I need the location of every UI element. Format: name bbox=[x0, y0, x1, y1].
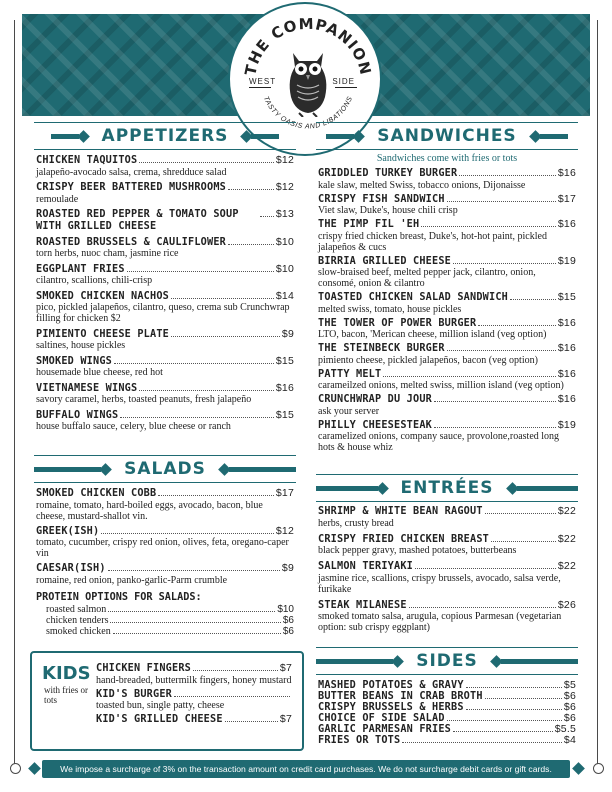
menu-item-description: tomato, cucumber, crispy red onion, olives, feta, oregano-caper vin bbox=[36, 537, 289, 559]
menu-item bbox=[318, 600, 576, 634]
menu-item bbox=[318, 343, 576, 366]
menu-item bbox=[318, 256, 576, 290]
menu-item-row bbox=[36, 563, 294, 575]
menu-item bbox=[96, 663, 292, 686]
protein-price: $6 bbox=[282, 615, 294, 626]
header-bar bbox=[251, 134, 279, 139]
header-bar bbox=[316, 486, 378, 491]
menu-item bbox=[318, 735, 576, 746]
menu-item-name: PIMIENTO CHEESE PLATE bbox=[36, 328, 170, 340]
menu-item-row bbox=[36, 237, 294, 249]
menu-item-description: crispy fried chicken breast, Duke's, hot-hot paint, pickled jalapeños & cucs bbox=[318, 230, 547, 253]
dot-leader bbox=[447, 350, 556, 351]
header-bar bbox=[501, 659, 578, 664]
sides-title: SIDES bbox=[416, 651, 478, 671]
menu-item-name: BIRRIA GRILLED CHEESE bbox=[318, 255, 452, 267]
menu-item-name: CHOICE OF SIDE SALAD bbox=[318, 713, 445, 724]
menu-item-price: $10 bbox=[275, 235, 294, 248]
menu-item-description: carameilzed onions, melted swiss, million island (veg option) bbox=[318, 380, 564, 391]
menu-item-description: house buffalo sauce, celery, blue cheese or ranch bbox=[36, 421, 231, 432]
menu-item bbox=[96, 689, 292, 712]
menu-item-row bbox=[318, 691, 576, 702]
menu-item-price: $14 bbox=[275, 289, 294, 302]
menu-item-name: SMOKED CHICKEN COBB bbox=[36, 488, 157, 499]
menu-item bbox=[318, 680, 576, 691]
protein-options-title: PROTEIN OPTIONS FOR SALADS: bbox=[36, 592, 202, 603]
menu-item-price: $15 bbox=[557, 291, 576, 303]
menu-item-name: CAESAR(ISH) bbox=[36, 563, 106, 574]
menu-item-description: LTO, bacon, 'Merican cheese, million island (veg option) bbox=[318, 329, 547, 340]
menu-item-description: Viet slaw, Duke's, house chili crisp bbox=[318, 205, 458, 216]
dot-leader bbox=[139, 162, 274, 163]
dot-leader bbox=[193, 670, 278, 671]
menu-item-name: ROASTED BRUSSELS & CAULIFLOWER bbox=[36, 236, 227, 248]
dot-leader bbox=[108, 611, 275, 612]
dot-leader bbox=[171, 336, 280, 337]
salads-header bbox=[34, 455, 296, 483]
kids-title: KIDS bbox=[42, 663, 91, 684]
menu-item-name: THE TOWER OF POWER BURGER bbox=[318, 317, 477, 329]
sandwiches-header bbox=[316, 122, 578, 150]
menu-item-name: THE STEINBECK BURGER bbox=[318, 343, 445, 354]
menu-item bbox=[36, 264, 294, 287]
brand-tagline: TASTY OASIS AND LIBATIONS bbox=[261, 95, 355, 131]
dot-leader bbox=[421, 226, 556, 227]
menu-item-price: $16 bbox=[557, 367, 576, 380]
header-bar bbox=[540, 134, 568, 139]
menu-item-price: $16 bbox=[557, 167, 576, 179]
menu-item bbox=[36, 526, 294, 560]
menu-item-description: hand-breaded, buttermilk fingers, honey mustard bbox=[96, 674, 292, 686]
menu-item-name: KID'S GRILLED CHEESE bbox=[96, 714, 223, 725]
menu-item-description: romaine, red onion, panko-garlic-Parm crumble bbox=[36, 574, 228, 586]
menu-item bbox=[36, 237, 294, 260]
protein-name: smoked chicken bbox=[46, 626, 111, 637]
menu-item-row bbox=[36, 209, 294, 232]
dot-leader bbox=[485, 513, 556, 514]
menu-item-price: $22 bbox=[557, 532, 576, 545]
menu-item bbox=[318, 561, 576, 595]
menu-item-description: kale slaw, melted Swiss, tobacco onions, Dijonaisse bbox=[318, 179, 526, 191]
menu-item-row bbox=[36, 356, 294, 368]
menu-item-description: housemade blue cheese, red hot bbox=[36, 367, 163, 378]
diamond-ornament bbox=[490, 655, 503, 668]
dot-leader bbox=[120, 417, 274, 418]
protein-options-list bbox=[36, 604, 294, 637]
menu-item bbox=[318, 534, 576, 557]
menu-item-name: CHICKEN TAQUITOS bbox=[36, 155, 138, 166]
menu-item bbox=[36, 383, 294, 406]
menu-item-description: torn herbs, nuoc cham, jasmine rice bbox=[36, 248, 179, 259]
menu-item-price: $5.5 bbox=[554, 723, 576, 735]
dot-leader bbox=[101, 533, 274, 534]
brand-left-tag: WEST bbox=[249, 77, 277, 86]
menu-item-row bbox=[36, 155, 294, 167]
dot-leader bbox=[409, 607, 556, 608]
appetizers-title: APPETIZERS bbox=[101, 126, 229, 146]
entrees-list bbox=[318, 506, 576, 638]
menu-item bbox=[318, 292, 576, 315]
kids-menu-box bbox=[30, 651, 304, 751]
diamond-ornament bbox=[241, 130, 254, 143]
menu-item-row bbox=[36, 488, 294, 500]
menu-item-row bbox=[318, 713, 576, 724]
dot-leader bbox=[108, 570, 280, 571]
menu-item-price: $22 bbox=[557, 560, 576, 572]
menu-item-price: $5 bbox=[563, 679, 576, 691]
dot-leader bbox=[447, 201, 556, 202]
menu-item-row bbox=[318, 724, 576, 735]
menu-item-description: pico, pickled jalapeños, cilantro, queso, crema sub Crunchwrap filling for chicken $2 bbox=[36, 302, 290, 324]
entrees-header bbox=[316, 474, 578, 502]
menu-item-name: FRIES OR TOTS bbox=[318, 735, 401, 746]
menu-item-row bbox=[318, 735, 576, 746]
salads-title: SALADS bbox=[124, 459, 206, 479]
sides-header bbox=[316, 647, 578, 675]
header-bar bbox=[316, 659, 393, 664]
dot-leader bbox=[485, 698, 562, 699]
dot-leader bbox=[459, 175, 556, 176]
dot-leader bbox=[510, 299, 556, 300]
menu-item-row bbox=[318, 168, 576, 180]
header-bar bbox=[229, 467, 296, 472]
menu-item-price: $9 bbox=[281, 562, 294, 574]
menu-item-description: caramelized onions, company sauce, provolone,roasted long hots & house whiz bbox=[318, 431, 560, 453]
menu-item-name: CHICKEN FINGERS bbox=[96, 663, 192, 674]
menu-item bbox=[318, 702, 576, 713]
menu-item-description: saltines, house pickles bbox=[36, 340, 126, 351]
menu-item-price: $16 bbox=[557, 218, 576, 230]
menu-item-description: jasmine rice, scallions, crispy brussels, avocado, salsa verde, furikake bbox=[318, 572, 561, 595]
menu-item-name: THE PIMP FIL 'EH bbox=[318, 219, 420, 230]
menu-item-price: $6 bbox=[563, 712, 576, 724]
menu-item-price: $16 bbox=[275, 381, 294, 394]
menu-item-price: $9 bbox=[281, 327, 294, 340]
sandwiches-list bbox=[318, 168, 576, 453]
menu-item bbox=[318, 506, 576, 529]
menu-item-description: ask your server bbox=[318, 405, 380, 417]
menu-item-description: toasted bun, single patty, cheese bbox=[96, 700, 225, 711]
protein-options bbox=[36, 592, 294, 637]
menu-item-row bbox=[36, 182, 294, 194]
diamond-ornament bbox=[529, 130, 542, 143]
dot-leader bbox=[228, 244, 274, 245]
menu-item-price: $12 bbox=[275, 181, 294, 193]
menu-item-row bbox=[318, 561, 576, 573]
menu-item-price: $22 bbox=[557, 505, 576, 517]
menu-item-price: $19 bbox=[557, 418, 576, 431]
menu-item-name: SMOKED CHICKEN NACHOS bbox=[36, 290, 170, 302]
menu-item-description: remoulade bbox=[36, 193, 79, 205]
menu-item-name: CRISPY BEER BATTERED MUSHROOMS bbox=[36, 182, 227, 193]
dot-leader bbox=[415, 568, 556, 569]
menu-item bbox=[36, 329, 294, 352]
menu-item-price: $12 bbox=[275, 524, 294, 537]
menu-item bbox=[36, 356, 294, 379]
menu-item-name: SALMON TERIYAKI bbox=[318, 561, 414, 572]
menu-item bbox=[318, 420, 576, 454]
menu-item-name: VIETNAMESE WINGS bbox=[36, 382, 138, 394]
menu-item-price: $26 bbox=[557, 598, 576, 611]
menu-item-name: GREEK(ISH) bbox=[36, 525, 100, 537]
dot-leader bbox=[225, 721, 278, 722]
menu-item bbox=[318, 724, 576, 735]
dot-leader bbox=[127, 271, 274, 272]
menu-item-price: $7 bbox=[279, 713, 292, 725]
menu-item-row bbox=[318, 702, 576, 713]
menu-item-row bbox=[318, 256, 576, 268]
menu-item-name: TOASTED CHICKEN SALAD SANDWICH bbox=[318, 292, 509, 303]
menu-item-name: MASHED POTATOES & GRAVY bbox=[318, 680, 464, 691]
menu-item-row bbox=[36, 291, 294, 303]
menu-item-row bbox=[318, 680, 576, 691]
menu-item-price: $17 bbox=[557, 192, 576, 205]
header-bar bbox=[326, 134, 354, 139]
menu-item-row bbox=[318, 194, 576, 206]
header-bar bbox=[517, 486, 579, 491]
menu-item-price: $19 bbox=[557, 254, 576, 267]
menu-item-row bbox=[318, 219, 576, 231]
menu-item-description: herbs, crusty bread bbox=[318, 517, 394, 529]
menu-item-row bbox=[318, 506, 576, 518]
menu-item-name: GRIDDLED TURKEY BURGER bbox=[318, 168, 458, 179]
kids-list bbox=[96, 663, 292, 729]
kids-subtitle: with fries or tots bbox=[44, 685, 88, 705]
dot-leader bbox=[383, 376, 556, 377]
sandwiches-block bbox=[318, 151, 576, 456]
dot-leader bbox=[139, 390, 274, 391]
entrees-title: ENTRÉES bbox=[400, 478, 494, 498]
diamond-ornament bbox=[506, 482, 519, 495]
menu-item bbox=[318, 219, 576, 253]
dot-leader bbox=[114, 363, 274, 364]
menu-item-row bbox=[96, 663, 292, 675]
dot-leader bbox=[491, 541, 556, 542]
menu-item bbox=[318, 318, 576, 341]
dot-leader bbox=[453, 263, 556, 264]
dot-leader bbox=[466, 687, 562, 688]
menu-item bbox=[318, 194, 576, 217]
menu-item-row bbox=[318, 534, 576, 546]
protein-option bbox=[36, 604, 294, 615]
menu-item-description: smoked tomato salsa, arugula, copious Parmesan (vegetarian option: sub crispy eggplant) bbox=[318, 611, 562, 633]
menu-item-row bbox=[318, 369, 576, 381]
menu-item-row bbox=[96, 714, 292, 726]
menu-item bbox=[36, 182, 294, 205]
menu-item-name: SMOKED WINGS bbox=[36, 355, 113, 367]
appetizers-header bbox=[34, 122, 296, 150]
protein-option bbox=[36, 626, 294, 637]
header-bar bbox=[34, 467, 101, 472]
menu-item-price: $15 bbox=[275, 354, 294, 367]
menu-item bbox=[318, 713, 576, 724]
menu-item-price: $16 bbox=[557, 393, 576, 405]
dot-leader bbox=[174, 696, 290, 697]
dot-leader bbox=[466, 709, 562, 710]
diamond-ornament bbox=[572, 762, 585, 775]
dot-leader bbox=[171, 298, 274, 299]
dot-leader bbox=[110, 622, 280, 623]
menu-item-name: CRUNCHWRAP DU JOUR bbox=[318, 394, 433, 405]
menu-item bbox=[96, 714, 292, 726]
menu-item-row bbox=[318, 318, 576, 330]
dot-leader bbox=[402, 742, 562, 743]
menu-item bbox=[36, 488, 294, 522]
menu-item-price: $6 bbox=[563, 690, 576, 702]
menu-item-description: romaine, tomato, hard-boiled eggs, avocado, bacon, blue cheese, mustard-shallot vin. bbox=[36, 499, 263, 522]
menu-item-description: melted swiss, tomato, house pickles bbox=[318, 303, 462, 315]
dot-leader bbox=[453, 731, 553, 732]
menu-item-description: slow-braised beef, melted pepper jack, cilantro, onion, consomé, onion & cilantro bbox=[318, 267, 536, 289]
menu-item-description: savory caramel, herbs, toasted peanuts, fresh jalapeño bbox=[36, 394, 252, 405]
menu-item-name: CRISPY BRUSSELS & HERBS bbox=[318, 702, 464, 713]
menu-item-row bbox=[318, 600, 576, 612]
salads-list bbox=[36, 488, 294, 590]
menu-item-row bbox=[318, 394, 576, 406]
menu-item-name: KID'S BURGER bbox=[96, 688, 173, 700]
menu-item bbox=[36, 209, 294, 232]
menu-item-row bbox=[318, 292, 576, 304]
dot-leader bbox=[478, 325, 556, 326]
menu-item-name: BUFFALO WINGS bbox=[36, 409, 119, 421]
menu-item-name: PATTY MELT bbox=[318, 368, 382, 380]
menu-item-row bbox=[36, 526, 294, 538]
menu-item-price: $12 bbox=[275, 154, 294, 166]
owl-icon bbox=[285, 47, 331, 117]
menu-item-price: $16 bbox=[557, 342, 576, 354]
left-frame-line bbox=[14, 20, 15, 770]
menu-item-description: black pepper gravy, mashed potatoes, butterbeans bbox=[318, 545, 517, 556]
menu-item bbox=[36, 563, 294, 586]
menu-item-name: CRISPY FISH SANDWICH bbox=[318, 193, 445, 205]
menu-item bbox=[318, 369, 576, 392]
sides-list bbox=[318, 680, 576, 746]
header-bar bbox=[51, 134, 79, 139]
menu-item-row bbox=[36, 383, 294, 395]
menu-item-row bbox=[36, 264, 294, 276]
menu-item-row bbox=[96, 689, 292, 701]
protein-option bbox=[36, 615, 294, 626]
brand-name: THE COMPANION bbox=[241, 14, 375, 78]
menu-item-name: GARLIC PARMESAN FRIES bbox=[318, 724, 452, 735]
menu-item-name: SHRIMP & WHITE BEAN RAGOUT bbox=[318, 506, 483, 517]
menu-item-description: cilantro, scallions, chili-crisp bbox=[36, 275, 153, 286]
menu-item-name: EGGPLANT FRIES bbox=[36, 263, 125, 275]
menu-item-row bbox=[36, 329, 294, 341]
logo-rule-left bbox=[249, 87, 271, 88]
protein-price: $10 bbox=[277, 604, 294, 615]
menu-item bbox=[36, 410, 294, 433]
menu-item-row bbox=[318, 343, 576, 355]
dot-leader bbox=[447, 720, 562, 721]
dot-leader bbox=[158, 495, 274, 496]
right-frame-line bbox=[597, 20, 598, 770]
menu-item-price: $6 bbox=[563, 701, 576, 713]
menu-item bbox=[318, 168, 576, 191]
menu-item-price: $15 bbox=[275, 408, 294, 421]
menu-item-name: BUTTER BEANS IN CRAB BROTH bbox=[318, 691, 483, 702]
menu-item bbox=[36, 291, 294, 325]
menu-item-price: $4 bbox=[563, 734, 576, 746]
brand-right-tag: SIDE bbox=[332, 77, 355, 86]
menu-item-price: $16 bbox=[557, 316, 576, 329]
menu-item-row bbox=[318, 420, 576, 432]
logo-rule-right bbox=[335, 87, 357, 88]
menu-item-row bbox=[36, 410, 294, 422]
menu-item-name: ROASTED RED PEPPER & TOMATO SOUP WITH GRILLED CHEESE bbox=[36, 209, 239, 232]
protein-price: $6 bbox=[282, 626, 294, 637]
menu-item-description: jalapeño-avocado salsa, crema, shredduce salad bbox=[36, 166, 227, 178]
menu-item-name: CRISPY FRIED CHICKEN BREAST bbox=[318, 533, 490, 545]
appetizers-list bbox=[36, 155, 294, 437]
diamond-ornament bbox=[218, 463, 231, 476]
dot-leader bbox=[434, 427, 556, 428]
protein-name: roasted salmon bbox=[46, 604, 107, 615]
dot-leader bbox=[260, 216, 274, 217]
menu-item-name: PHILLY CHEESESTEAK bbox=[318, 419, 433, 431]
menu-item-price: $17 bbox=[275, 487, 294, 499]
menu-item-price: $13 bbox=[275, 208, 294, 220]
diamond-ornament bbox=[28, 762, 41, 775]
menu-item-name: STEAK MILANESE bbox=[318, 599, 407, 611]
menu-item-price: $10 bbox=[275, 262, 294, 275]
dot-leader bbox=[434, 401, 556, 402]
menu-item bbox=[36, 155, 294, 178]
sandwiches-title: SANDWICHES bbox=[377, 126, 517, 146]
menu-item-description: pimiento cheese, pickled jalapeños, bacon (veg option) bbox=[318, 354, 538, 366]
protein-name: chicken tenders bbox=[46, 615, 109, 626]
surcharge-notice: We impose a surcharge of 3% on the transaction amount on credit card purchases. We do not surcharge debit cards or gift cards. bbox=[42, 760, 570, 778]
menu-item bbox=[318, 691, 576, 702]
menu-item bbox=[318, 394, 576, 417]
dot-leader bbox=[113, 633, 281, 634]
sandwiches-note: Sandwiches come with fries or tots bbox=[376, 153, 518, 164]
menu-item-price: $7 bbox=[279, 662, 292, 674]
dot-leader bbox=[228, 189, 274, 190]
